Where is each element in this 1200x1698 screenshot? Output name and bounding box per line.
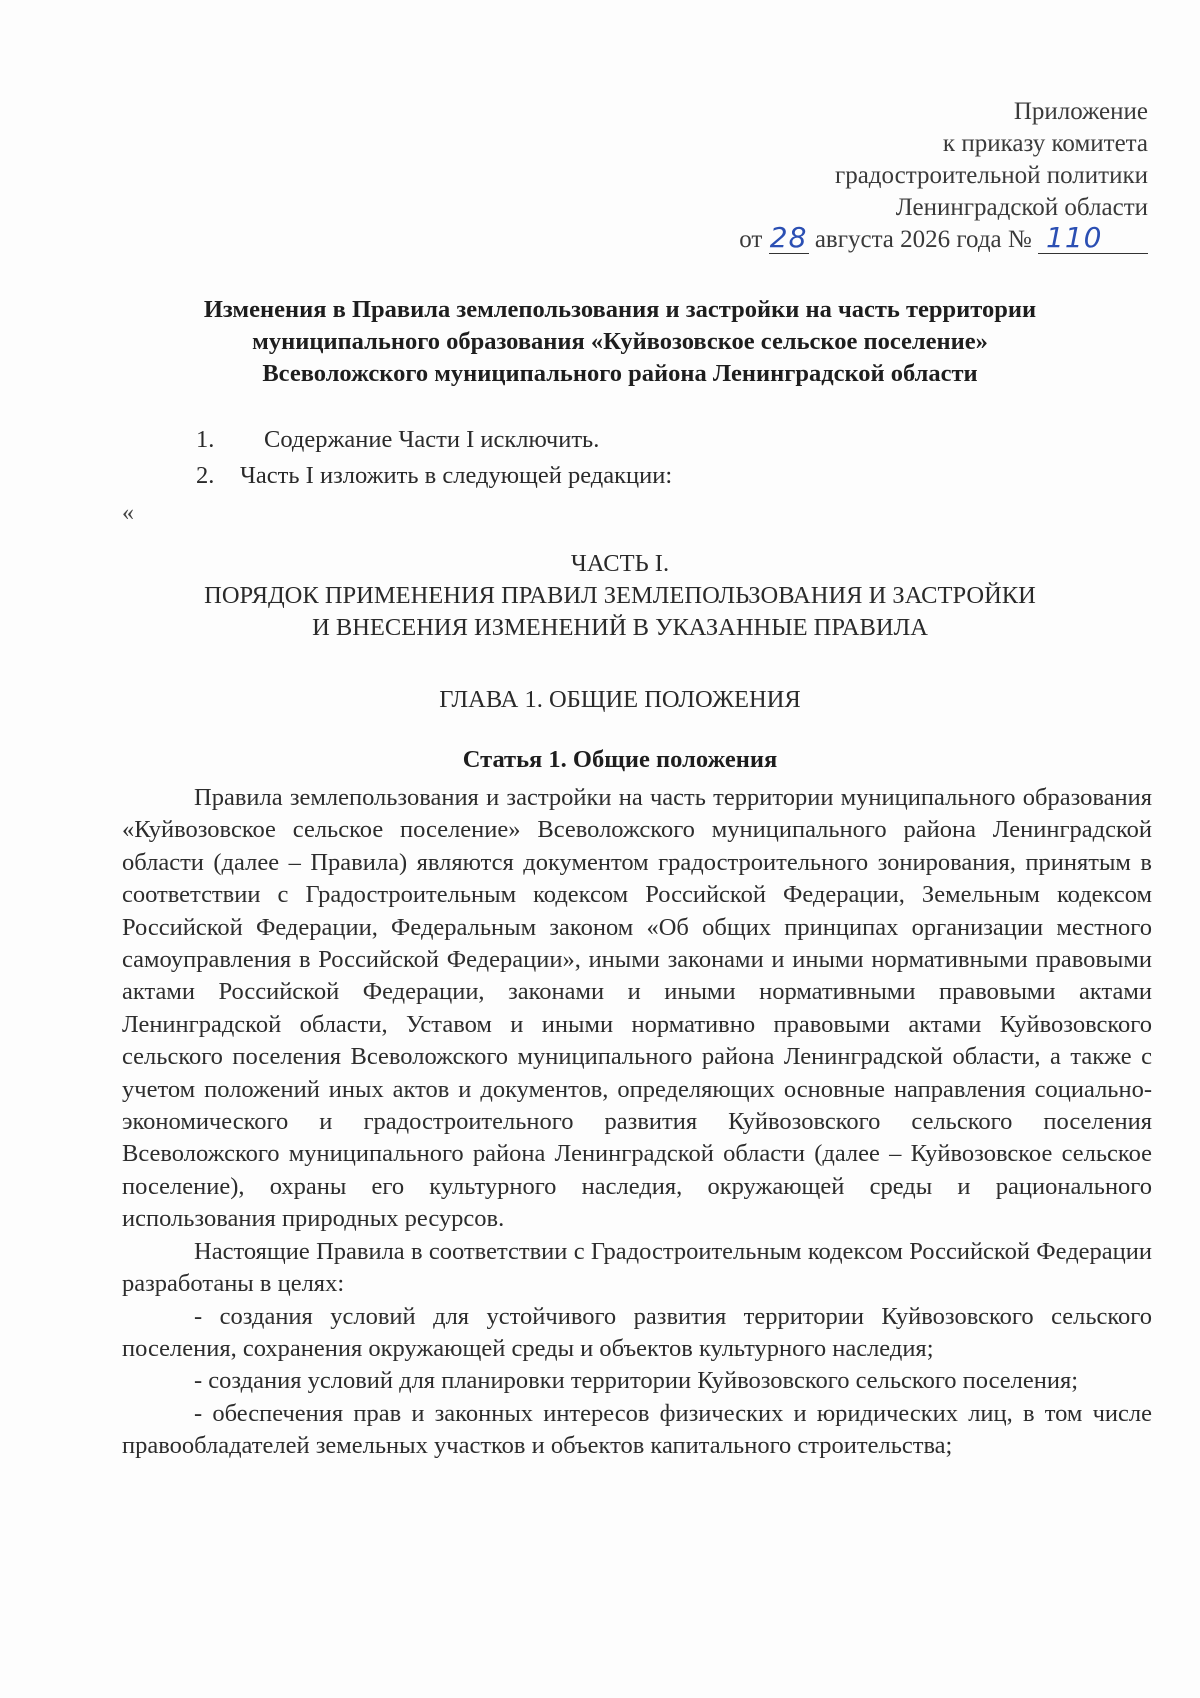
handwritten-number: 110 xyxy=(1046,221,1103,254)
list-item xyxy=(196,424,599,456)
order-number-field xyxy=(1038,221,1148,254)
title-line-1: Изменения в Правила землепользования и застройки на часть территории xyxy=(203,296,1037,323)
chapter-title: ГЛАВА 1. ОБЩИЕ ПОЛОЖЕНИЯ xyxy=(439,686,801,713)
part-title xyxy=(120,548,1120,644)
part-line-1: ЧАСТЬ I. xyxy=(570,550,670,577)
list-item xyxy=(196,460,672,492)
appendix-line-4: Ленинградской области xyxy=(895,194,1148,221)
paragraph: Настоящие Правила в соответствии с Градостроительным кодексом Российской Федерации разработаны в целях: xyxy=(122,1237,1152,1298)
date-middle: августа 2026 года № xyxy=(814,226,1032,253)
appendix-header xyxy=(739,96,1148,256)
handwritten-day: 28 xyxy=(769,221,808,254)
article-body xyxy=(122,782,1152,1463)
appendix-line-2: к приказу комитета xyxy=(942,130,1148,157)
paragraph-list-item: - создания условий для устойчивого развития территории Куйвозовского сельского поселения, сохранения окружающей среды и объектов культурного наследия; xyxy=(122,1302,1152,1362)
title-line-2: муниципального образования «Куйвозовское сельское поселение» xyxy=(252,328,988,355)
document-title xyxy=(120,294,1120,390)
date-day-field xyxy=(769,221,809,254)
title-line-3: Всеволожского муниципального района Ленинградской области xyxy=(262,360,978,387)
appendix-date-line xyxy=(739,221,1148,256)
article-title: Статья 1. Общие положения xyxy=(462,746,778,773)
list-item-text: Содержание Части I исключить. xyxy=(264,426,600,453)
paragraph-list-item: - создания условий для планировки территории Куйвозовского сельского поселения; xyxy=(194,1367,1079,1395)
date-prefix: от xyxy=(739,226,763,253)
paragraph-list-item: - обеспечения прав и законных интересов физических и юридических лиц, в том числе правообладателей земельных участков и объектов капитального строительства; xyxy=(122,1399,1152,1460)
part-line-2: ПОРЯДОК ПРИМЕНЕНИЯ ПРАВИЛ ЗЕМЛЕПОЛЬЗОВАНИЯ И ЗАСТРОЙКИ xyxy=(204,582,1036,609)
appendix-line-1: Приложение xyxy=(1013,98,1148,125)
list-item-number: 2. xyxy=(196,462,215,489)
paragraph: Правила землепользования и застройки на часть территории муниципального образования «Куйвозовское сельское поселение» Всеволожского муниципального района Ленинградской области (далее – Правила) являются документом градостроительного зонирования, принятым в соответствии с Градостроительным кодексом Российской Федерации, Земельным кодексом Российской Федерации, Федеральным законом «Об общих принципах организации местного самоуправления в Российской Федерации», иными законами и иными нормативными правовыми актами Российской Федерации, законами и иными нормативными правовыми актами Ленинградской области, Уставом и иными нормативно правовыми актами Куйвозовского сельского поселения Всеволожского муниципального района Ленинградской области, а также с учетом положений иных актов и документов, определяющих основные направления социально-экономического и градостроительного развития Куйвозовского сельского поселения Всеволожского муниципального района Ленинградской области (далее – Куйвозовское сельское поселение), охраны его культурного наследия, окружающей среды и рационального использования природных ресурсов. xyxy=(122,784,1152,1233)
list-item-text: Часть I изложить в следующей редакции: xyxy=(240,462,673,489)
part-line-3: И ВНЕСЕНИЯ ИЗМЕНЕНИЙ В УКАЗАННЫЕ ПРАВИЛА xyxy=(312,614,928,641)
list-item-number: 1. xyxy=(196,426,215,453)
opening-quote: « xyxy=(122,500,134,526)
appendix-line-3: градостроительной политики xyxy=(834,162,1148,189)
